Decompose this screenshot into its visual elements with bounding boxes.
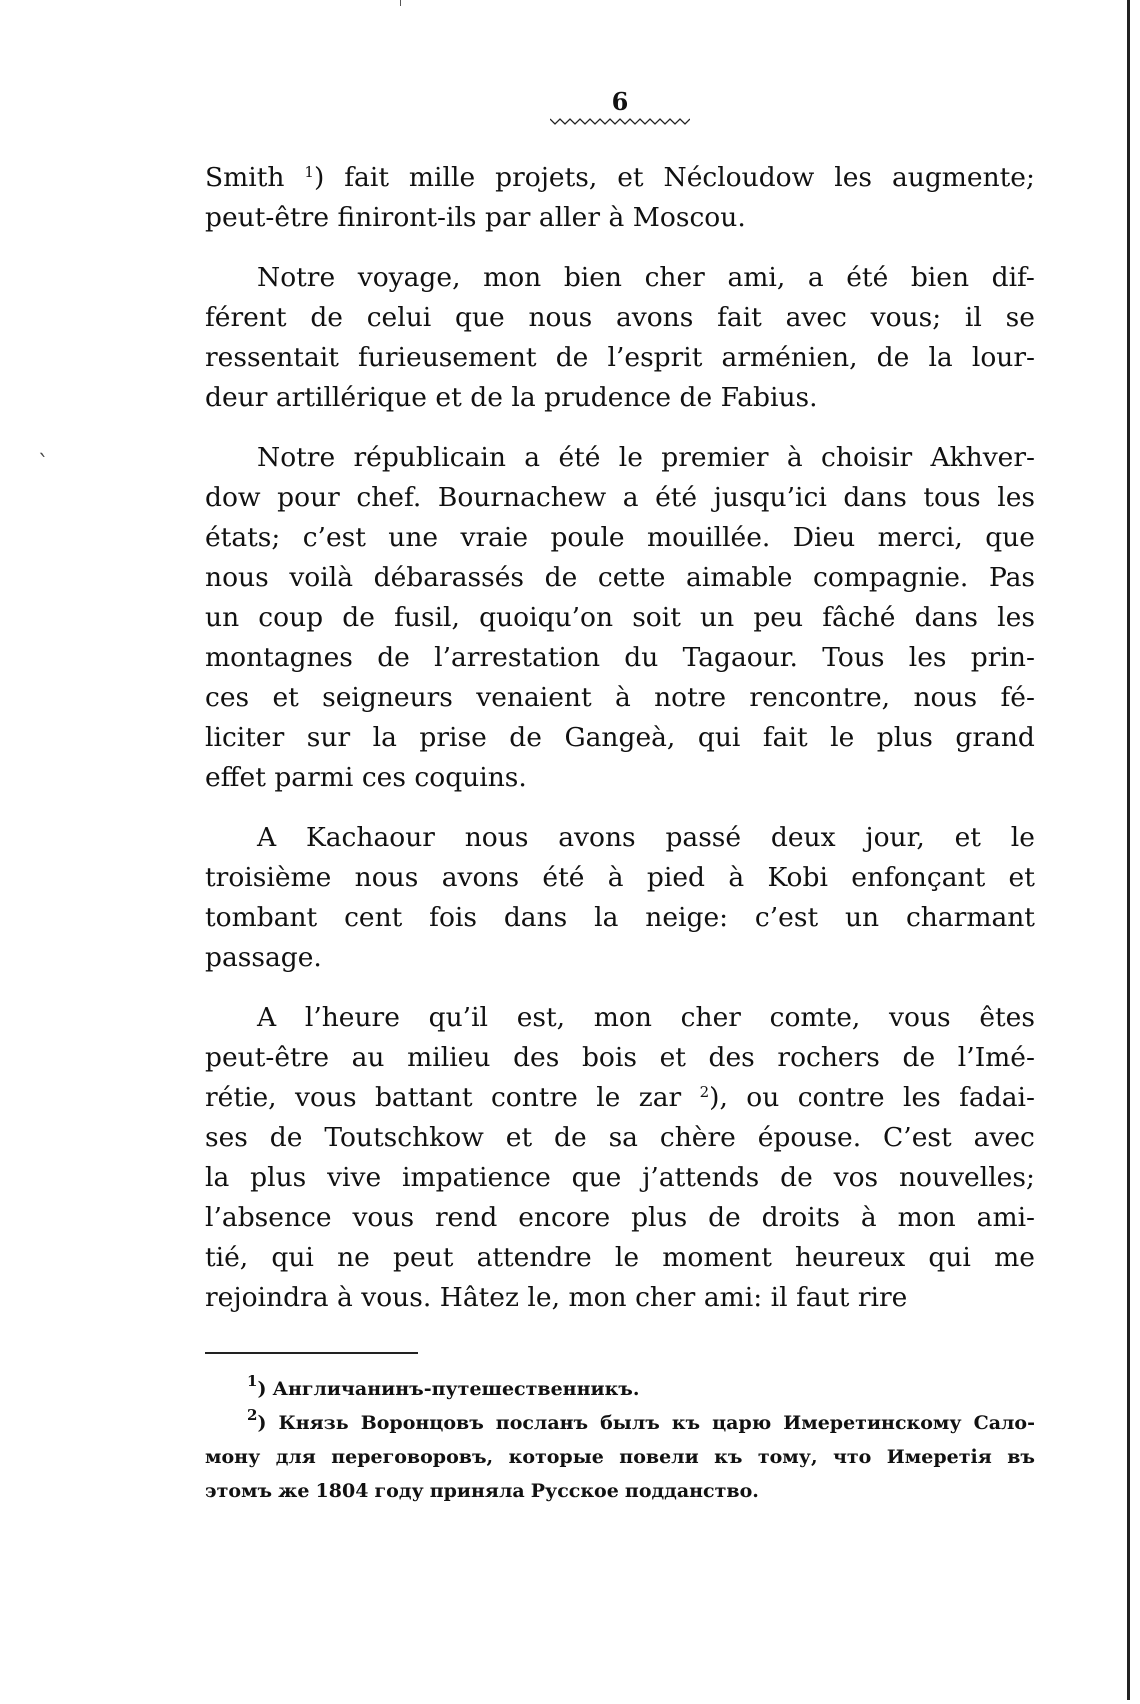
footnote bbox=[205, 1406, 1035, 1508]
page-number: 6 bbox=[611, 87, 629, 116]
text-line: tombant cent fois dans la neige: c’est un charmant bbox=[205, 902, 1035, 933]
page-header bbox=[530, 88, 710, 126]
page-edge-line bbox=[1127, 0, 1130, 1700]
text-line: férent de celui que nous avons fait avec vous; il se bbox=[205, 302, 1035, 333]
text-line: nous voilà débarassés de cette aimable compagnie. Pas bbox=[205, 562, 1035, 593]
paragraph-gap bbox=[205, 978, 1035, 998]
margin-mark: ` bbox=[38, 452, 49, 477]
text-line: effet parmi ces coquins. bbox=[205, 762, 527, 793]
footnotes bbox=[205, 1372, 1035, 1508]
text-line: A Kachaour nous avons passé deux jour, et le bbox=[257, 822, 1035, 853]
text-line: Smith $^1$) fait mille projets, et Nécloudow les augmente; bbox=[205, 162, 1035, 193]
decorative-wave-rule bbox=[550, 116, 690, 126]
text-line: états; c’est une vraie poule mouillée. Dieu merci, que bbox=[205, 522, 1035, 553]
text-line: ces et seigneurs venaient à notre rencontre, nous fé- bbox=[205, 682, 1035, 713]
text-line: passage. bbox=[205, 942, 322, 973]
footnote-rule bbox=[205, 1352, 418, 1354]
text-line: Notre voyage, mon bien cher ami, a été bien dif- bbox=[257, 262, 1035, 293]
paragraph bbox=[205, 258, 1035, 418]
text-line: l’absence vous rend encore plus de droits à mon ami- bbox=[205, 1202, 1035, 1233]
footnote-line: $^2$) Князь Воронцовъ посланъ былъ къ царю Имеретинскому Сало- bbox=[247, 1406, 1035, 1434]
top-scan-mark bbox=[400, 0, 401, 6]
text-line: ses de Toutschkow et de sa chère épouse. C’est avec bbox=[205, 1122, 1035, 1153]
text-line: dow pour chef. Bournachew a été jusqu’ici dans tous les bbox=[205, 482, 1035, 513]
body-text bbox=[205, 158, 1035, 1318]
text-line: deur artillérique et de la prudence de Fabius. bbox=[205, 382, 818, 413]
footnote-line: этомъ же 1804 году приняла Русское подданство. bbox=[205, 1480, 759, 1502]
text-line: peut-être au milieu des bois et des rochers de l’Imé- bbox=[205, 1042, 1035, 1073]
text-line: ressentait furieusement de l’esprit arménien, de la lour- bbox=[205, 342, 1035, 373]
paragraph-gap bbox=[205, 798, 1035, 818]
paragraph-gap bbox=[205, 418, 1035, 438]
text-line: rétie, vous battant contre le zar $^2$), ou contre les fadai- bbox=[205, 1082, 1035, 1113]
footnote-line: мону для переговоровъ, которые повели къ тому, что Имеретія въ bbox=[205, 1446, 1035, 1468]
text-line: tié, qui ne peut attendre le moment heureux qui me bbox=[205, 1242, 1035, 1273]
text-line: Notre républicain a été le premier à choisir Akhver- bbox=[257, 442, 1035, 473]
text-line: A l’heure qu’il est, mon cher comte, vous êtes bbox=[257, 1002, 1035, 1033]
text-line: troisième nous avons été à pied à Kobi enfonçant et bbox=[205, 862, 1035, 893]
paragraph bbox=[205, 158, 1035, 238]
footnote-line: $^1$) Англичанинъ-путешественникъ. bbox=[247, 1372, 640, 1400]
text-line: peut-être finiront-ils par aller à Moscou. bbox=[205, 202, 746, 233]
paragraph bbox=[205, 998, 1035, 1318]
text-line: un coup de fusil, quoiqu’on soit un peu fâché dans les bbox=[205, 602, 1035, 633]
paragraph bbox=[205, 438, 1035, 798]
text-line: montagnes de l’arrestation du Tagaour. Tous les prin- bbox=[205, 642, 1035, 673]
paragraph-gap bbox=[205, 238, 1035, 258]
text-line: rejoindra à vous. Hâtez le, mon cher ami: il faut rire bbox=[205, 1282, 908, 1313]
text-line: liciter sur la prise de Gangeà, qui fait le plus grand bbox=[205, 722, 1035, 753]
footnote bbox=[205, 1372, 1035, 1406]
text-line: la plus vive impatience que j’attends de vos nouvelles; bbox=[205, 1162, 1035, 1193]
paragraph bbox=[205, 818, 1035, 978]
